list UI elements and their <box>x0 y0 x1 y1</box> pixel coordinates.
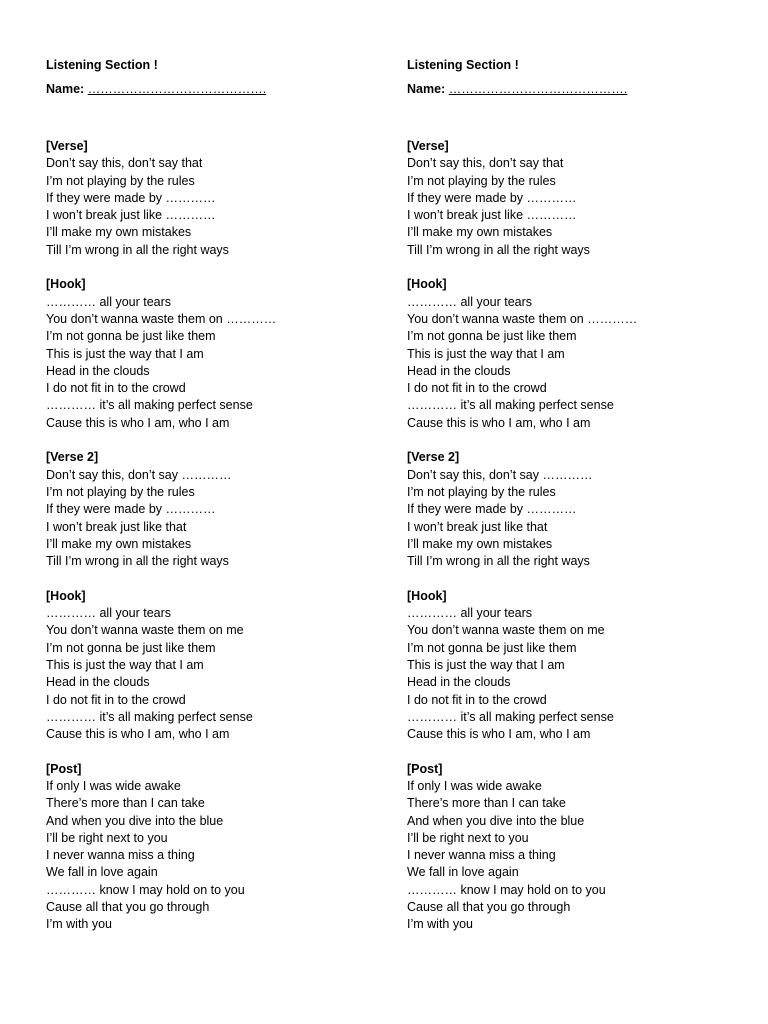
lyric-line: ………… it’s all making perfect sense <box>407 398 614 413</box>
lyric-line: ………… all your tears <box>407 294 533 309</box>
lyric-line: Head in the clouds <box>407 363 511 378</box>
section-title: [Post] <box>46 761 82 776</box>
lyrics-sections <box>407 138 737 934</box>
lyric-line: I’ll make my own mistakes <box>46 225 192 240</box>
section-title: [Hook] <box>46 588 86 603</box>
lyric-line: I’m not playing by the rules <box>407 173 556 188</box>
lyric-line: This is just the way that I am <box>407 657 565 672</box>
section-title: [Verse 2] <box>46 450 99 465</box>
lyric-line: Cause this is who I am, who I am <box>46 727 230 742</box>
lyric-line: Don’t say this, don’t say that <box>407 156 564 171</box>
lyric-line: Cause all that you go through <box>46 900 210 915</box>
lyric-line: Don’t say this, don’t say that <box>46 156 203 171</box>
lyric-line: ………… know I may hold on to you <box>46 882 245 897</box>
lyric-line: You don’t wanna waste them on ………… <box>46 311 277 326</box>
lyric-line: And when you dive into the blue <box>407 813 585 828</box>
lyric-line: I’m not gonna be just like them <box>46 329 216 344</box>
lyric-line: I’ll be right next to you <box>46 830 168 845</box>
lyrics-section <box>46 761 376 934</box>
lyric-line: I won’t break just like ………… <box>407 208 577 223</box>
lyric-line: I’m with you <box>407 917 473 932</box>
lyric-line: I’m not gonna be just like them <box>407 640 577 655</box>
lyrics-section <box>46 449 376 570</box>
lyric-line: Till I’m wrong in all the right ways <box>407 554 590 569</box>
lyric-line: I won’t break just like that <box>407 519 548 534</box>
lyrics-section <box>46 138 376 259</box>
lyric-line: We fall in love again <box>407 865 519 880</box>
lyric-line: I’m not playing by the rules <box>46 484 195 499</box>
name-field <box>46 81 376 98</box>
lyric-line: I never wanna miss a thing <box>46 848 195 863</box>
lyric-line: I won’t break just like that <box>46 519 187 534</box>
lyric-line: If they were made by ………… <box>46 502 216 517</box>
section-title: [Post] <box>407 761 443 776</box>
lyric-line: Don’t say this, don’t say ………… <box>407 467 593 482</box>
lyric-line: ………… it’s all making perfect sense <box>407 709 614 724</box>
section-title: [Hook] <box>407 588 447 603</box>
lyric-line: If only I was wide awake <box>46 778 181 793</box>
lyric-line: Head in the clouds <box>46 363 150 378</box>
lyric-line: ………… all your tears <box>46 294 172 309</box>
section-title: [Verse 2] <box>407 450 460 465</box>
lyric-line: I’m not gonna be just like them <box>407 329 577 344</box>
lyric-line: I do not fit in to the crowd <box>407 692 547 707</box>
lyric-line: Don’t say this, don’t say ………… <box>46 467 232 482</box>
section-title: [Hook] <box>46 277 86 292</box>
lyrics-sections <box>46 138 376 934</box>
lyric-line: I’ll make my own mistakes <box>407 225 553 240</box>
lyric-line: Till I’m wrong in all the right ways <box>46 554 229 569</box>
lyric-line: ………… all your tears <box>407 606 533 621</box>
lyric-line: I won’t break just like ………… <box>46 208 216 223</box>
name-label: Name: <box>407 82 446 96</box>
lyric-line: I’ll be right next to you <box>407 830 529 845</box>
lyric-line: If only I was wide awake <box>407 778 542 793</box>
lyric-line: ………… it’s all making perfect sense <box>46 709 253 724</box>
section-title: [Verse] <box>407 139 449 153</box>
lyric-line: If they were made by ………… <box>407 190 577 205</box>
lyric-line: I’m not playing by the rules <box>46 173 195 188</box>
lyric-line: I’ll make my own mistakes <box>407 536 553 551</box>
lyrics-section <box>407 276 737 432</box>
lyric-line: I do not fit in to the crowd <box>46 381 186 396</box>
lyric-line: If they were made by ………… <box>407 502 577 517</box>
lyrics-section <box>407 761 737 934</box>
lyric-line: You don’t wanna waste them on me <box>407 623 605 638</box>
lyric-line: ………… all your tears <box>46 606 172 621</box>
name-blank: ……………………………………. <box>448 82 628 96</box>
lyric-line: I’m not playing by the rules <box>407 484 556 499</box>
lyric-line: I’m with you <box>46 917 112 932</box>
lyric-line: Till I’m wrong in all the right ways <box>407 242 590 257</box>
lyric-line: ………… it’s all making perfect sense <box>46 398 253 413</box>
lyrics-section <box>407 588 737 744</box>
lyrics-section <box>407 138 737 259</box>
name-field <box>407 81 737 98</box>
lyric-line: Cause all that you go through <box>407 900 571 915</box>
lyric-line: I’ll make my own mistakes <box>46 536 192 551</box>
lyric-line: Till I’m wrong in all the right ways <box>46 242 229 257</box>
section-title: [Hook] <box>407 277 447 292</box>
worksheet-heading: Listening Section ! <box>407 58 519 72</box>
lyric-line: This is just the way that I am <box>46 346 204 361</box>
worksheet-copy-left <box>46 57 376 951</box>
lyric-line: I do not fit in to the crowd <box>407 381 547 396</box>
lyric-line: This is just the way that I am <box>407 346 565 361</box>
lyrics-section <box>46 588 376 744</box>
lyric-line: You don’t wanna waste them on ………… <box>407 311 638 326</box>
lyric-line: I do not fit in to the crowd <box>46 692 186 707</box>
lyrics-section <box>407 449 737 570</box>
lyric-line: ………… know I may hold on to you <box>407 882 606 897</box>
lyric-line: I never wanna miss a thing <box>407 848 556 863</box>
worksheet-copy-right <box>407 57 737 951</box>
lyric-line: Head in the clouds <box>407 675 511 690</box>
name-label: Name: <box>46 82 85 96</box>
lyric-line: Cause this is who I am, who I am <box>46 415 230 430</box>
name-blank: ……………………………………. <box>87 82 267 96</box>
lyric-line: If they were made by ………… <box>46 190 216 205</box>
lyric-line: There’s more than I can take <box>46 796 205 811</box>
lyric-line: This is just the way that I am <box>46 657 204 672</box>
worksheet-heading: Listening Section ! <box>46 58 158 72</box>
lyrics-section <box>46 276 376 432</box>
lyric-line: Cause this is who I am, who I am <box>407 727 591 742</box>
lyric-line: You don’t wanna waste them on me <box>46 623 244 638</box>
section-title: [Verse] <box>46 139 88 153</box>
lyric-line: Cause this is who I am, who I am <box>407 415 591 430</box>
lyric-line: We fall in love again <box>46 865 158 880</box>
lyric-line: There’s more than I can take <box>407 796 566 811</box>
lyric-line: And when you dive into the blue <box>46 813 224 828</box>
lyric-line: I’m not gonna be just like them <box>46 640 216 655</box>
lyric-line: Head in the clouds <box>46 675 150 690</box>
